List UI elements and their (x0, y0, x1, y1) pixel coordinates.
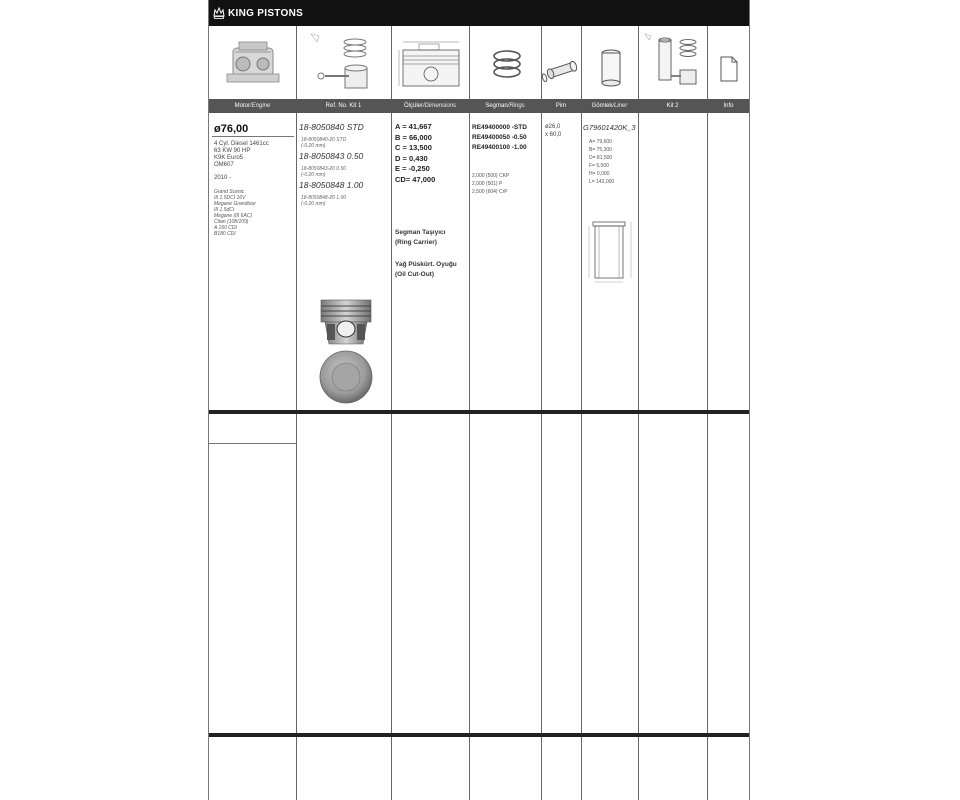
brand-bar (209, 0, 749, 26)
ref-sub: 18-8050848-20 1.00 (301, 195, 347, 201)
header-liner: Gömlek/Liner (591, 103, 628, 109)
engine-model: III 1.5dCi (214, 207, 235, 213)
liner-code: G79601420K_3 (583, 123, 636, 132)
note-ring-carrier-en: (Ring Carrier) (395, 239, 437, 246)
header-motor: Motor/Engine (234, 103, 271, 109)
ref-sub: 18-8050843-20 0.50 (301, 166, 347, 172)
engine-model: B180 CDI (214, 231, 236, 237)
ring-size: 2,000 (501) P (472, 181, 503, 187)
engine-spec: K9K Euro5 (214, 155, 244, 161)
header-ref: Ref. No. Kit 1 (325, 103, 362, 109)
pin-length: x 60,0 (545, 132, 562, 138)
ref-number: 18-8050843 0.50 (299, 151, 364, 161)
piston-top-image (317, 348, 375, 406)
pin-icon (544, 58, 580, 82)
document-icon (719, 56, 739, 82)
dimension-value: D = 0,430 (395, 154, 428, 163)
row-separator (209, 733, 749, 737)
ring-code: RE49400000 -STD (472, 124, 527, 131)
liner-dim: H= 0,000 (589, 171, 610, 177)
piston-side-image (317, 298, 375, 348)
engine-model: Megane Grandtour (214, 201, 256, 207)
engine-spec: 4 Cyl. Diesel 1461cc (214, 141, 269, 147)
liner-drawing (585, 218, 637, 286)
crown-icon (213, 6, 225, 20)
pin-diameter: ø26,0 (545, 124, 561, 130)
dimension-value: E = -0,250 (395, 164, 430, 173)
engine-model: Grand Scenic (214, 189, 245, 195)
ring-code: RE49400100 -1.00 (472, 144, 527, 151)
liner-dim: F= 5,500 (589, 163, 609, 169)
empty-row-line (209, 443, 296, 444)
header-pin: Pim (555, 103, 567, 109)
dimension-value: A = 41,667 (395, 122, 432, 131)
catalog-sheet (208, 0, 750, 800)
engine-model: Megane (III 6AC) (214, 213, 253, 219)
liner-dim: B= 75,300 (589, 147, 612, 153)
dimensions-drawing-icon (397, 36, 465, 94)
ring-code: RE49400050 -0.50 (472, 134, 527, 141)
ref-sub: (-0.20 mm) (301, 172, 326, 178)
bore-underline (212, 136, 294, 137)
brand-name: KING PISTONS (228, 7, 304, 19)
engine-icon (223, 34, 285, 92)
ring-size: 2,000 (500) CKP (472, 173, 510, 179)
engine-bore: ø76,00 (214, 123, 249, 135)
engine-year: 2010 - (214, 175, 232, 181)
header-kit2: Kit 2 (666, 103, 679, 109)
ref-sub: (-0.20 mm) (301, 201, 326, 207)
engine-model: A 160 CDI (214, 225, 237, 231)
note-oil-cutout: Yağ Püskürt. Oyuğu (395, 261, 457, 268)
note-oil-cutout-en: (Oil Cut-Out) (395, 271, 434, 278)
liner-icon (599, 48, 623, 88)
kit2-icon (643, 32, 705, 96)
liner-dim: L= 142,000 (589, 179, 615, 185)
dimension-value: C = 13,500 (395, 143, 432, 152)
ref-number: 18-8050848 1.00 (299, 180, 364, 190)
liner-dim: A= 79,600 (589, 139, 612, 145)
ref-sub: 18-8050840-20 STD (301, 137, 347, 143)
header-rings: Segman/Rings (485, 103, 525, 109)
brand-logo (213, 3, 303, 23)
engine-spec: 63 KW 90 HP (214, 148, 251, 154)
dimension-value: B = 66,000 (395, 133, 432, 142)
header-dimensions: Ölçüler/Dimensions (403, 103, 457, 109)
ref-number: 18-8050840 STD (299, 122, 364, 132)
engine-spec: OM607 (214, 162, 234, 168)
header-info: Info (723, 103, 734, 109)
piston-kit-icon (305, 32, 385, 96)
ring-size: 2,500 (604) CrP (472, 189, 508, 195)
ref-sub: (-0.20 mm) (301, 143, 326, 149)
rings-icon (487, 44, 527, 88)
liner-dim: D= 81,500 (589, 155, 613, 161)
engine-model: III 1.5DCI 16V (214, 195, 246, 201)
engine-model: Citan (108/109) (214, 219, 249, 225)
dimension-value: CD= 47,000 (395, 175, 436, 184)
note-ring-carrier: Segman Taşıyıcı (395, 229, 446, 236)
row-separator (209, 410, 749, 414)
